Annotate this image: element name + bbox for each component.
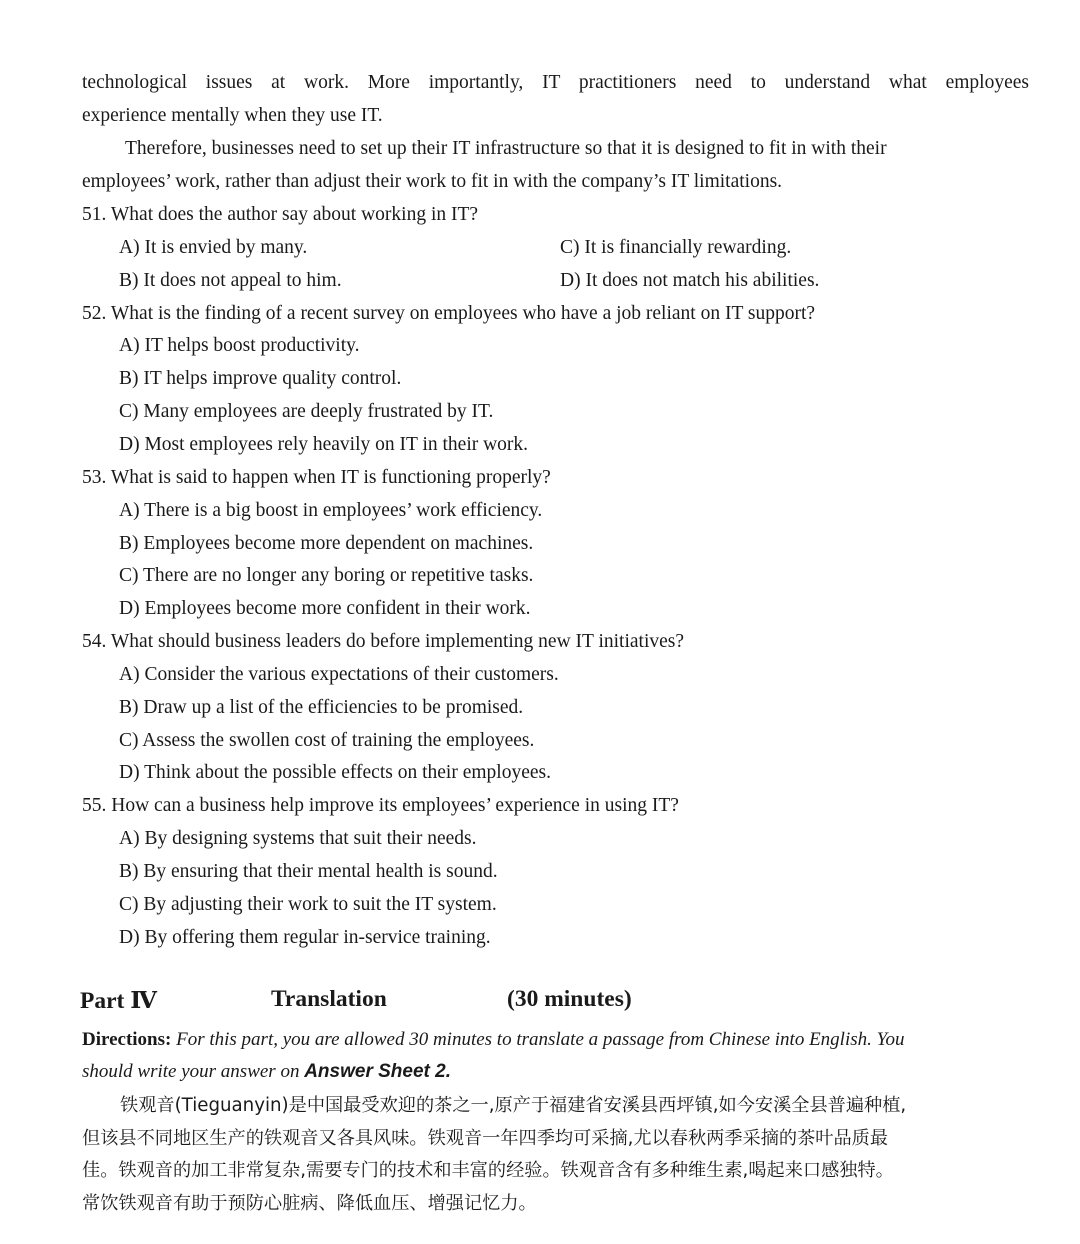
directions-line-1: [82, 1024, 1027, 1056]
option-54-a: A) Consider the various expectations of their customers.: [119, 664, 559, 685]
option-55-a: A) By designing systems that suit their needs.: [119, 828, 477, 849]
passage-line: experience mentally when they use IT.: [82, 105, 383, 126]
time-limit: (30 minutes): [507, 986, 632, 1012]
directions-text: For this part, you are allowed 30 minutes to translate a passage from Chinese into English. You: [176, 1029, 905, 1050]
option-52-c: C) Many employees are deeply frustrated by IT.: [119, 401, 494, 422]
question-number: 55.: [82, 795, 107, 816]
option-52-b: B) IT helps improve quality control.: [119, 368, 402, 389]
directions-label: Directions:: [82, 1029, 172, 1050]
chinese-passage: [82, 1090, 1027, 1220]
option-51-d: D) It does not match his abilities.: [560, 270, 820, 291]
question-53: [82, 461, 551, 494]
passage-line: technological issues at work. More importantly, IT practitioners need to understand what employees: [82, 72, 1029, 93]
passage-paragraph-1: [82, 66, 1029, 132]
question-54: [82, 625, 684, 658]
question-55: [82, 789, 679, 822]
option-53-c: C) There are no longer any boring or repetitive tasks.: [119, 565, 534, 586]
option-51-b: B) It does not appeal to him.: [119, 270, 342, 291]
question-text: What is said to happen when IT is functioning properly?: [110, 467, 551, 488]
option-55-c: C) By adjusting their work to suit the IT system.: [119, 894, 497, 915]
question-text: What is the finding of a recent survey on employees who have a job reliant on IT support?: [110, 303, 816, 324]
section-title: Translation: [271, 986, 387, 1012]
option-52-a: A) IT helps boost productivity.: [119, 335, 360, 356]
part-label: Part Ⅳ: [80, 988, 157, 1014]
directions: [82, 1024, 1027, 1088]
question-number: 53.: [82, 467, 107, 488]
question-number: 52.: [82, 303, 107, 324]
question-51: [82, 198, 478, 231]
option-51-c: C) It is financially rewarding.: [560, 237, 792, 258]
option-51-a: A) It is envied by many.: [119, 237, 308, 258]
chinese-line: 铁观音(Tieguanyin)是中国最受欢迎的茶之一,原产于福建省安溪县西坪镇,如今安溪全县普遍种植,: [120, 1095, 907, 1116]
option-55-d: D) By offering them regular in-service training.: [119, 927, 491, 948]
answer-sheet-ref: Answer Sheet 2: [304, 1061, 446, 1082]
option-52-d: D) Most employees rely heavily on IT in their work.: [119, 434, 529, 455]
directions-text: should write your answer on: [82, 1061, 300, 1082]
question-52: [82, 297, 815, 330]
part-heading: [80, 986, 780, 1022]
chinese-line: 佳。铁观音的加工非常复杂,需要专门的技术和丰富的经验。铁观音含有多种维生素,喝起来口感独特。: [82, 1160, 894, 1181]
passage-line: Therefore, businesses need to set up their IT infrastructure so that it is designed to fit in with their: [125, 138, 887, 159]
passage-paragraph-2: [82, 132, 1029, 198]
passage-line: employees’ work, rather than adjust their work to fit in with the company’s IT limitations.: [82, 171, 783, 192]
question-number: 51.: [82, 204, 107, 225]
option-54-c: C) Assess the swollen cost of training the employees.: [119, 730, 535, 751]
chinese-line: 常饮铁观音有助于预防心脏病、降低血压、增强记忆力。: [82, 1192, 537, 1214]
option-55-b: B) By ensuring that their mental health is sound.: [119, 861, 498, 882]
option-53-d: D) Employees become more confident in their work.: [119, 598, 531, 619]
question-text: How can a business help improve its employees’ experience in using IT?: [111, 795, 679, 816]
question-text: What should business leaders do before implementing new IT initiatives?: [110, 631, 685, 652]
directions-period: .: [445, 1061, 451, 1082]
option-54-b: B) Draw up a list of the efficiencies to be promised.: [119, 697, 524, 718]
option-53-b: B) Employees become more dependent on machines.: [119, 533, 534, 554]
chinese-line: 但该县不同地区生产的铁观音又各具风味。铁观音一年四季均可采摘,尤以春秋两季采摘的茶叶品质最: [82, 1127, 889, 1149]
question-text: What does the author say about working in IT?: [110, 204, 479, 225]
directions-line-2: [82, 1056, 1027, 1088]
option-54-d: D) Think about the possible effects on their employees.: [119, 762, 551, 783]
question-number: 54.: [82, 631, 107, 652]
option-53-a: A) There is a big boost in employees’ work efficiency.: [119, 500, 543, 521]
